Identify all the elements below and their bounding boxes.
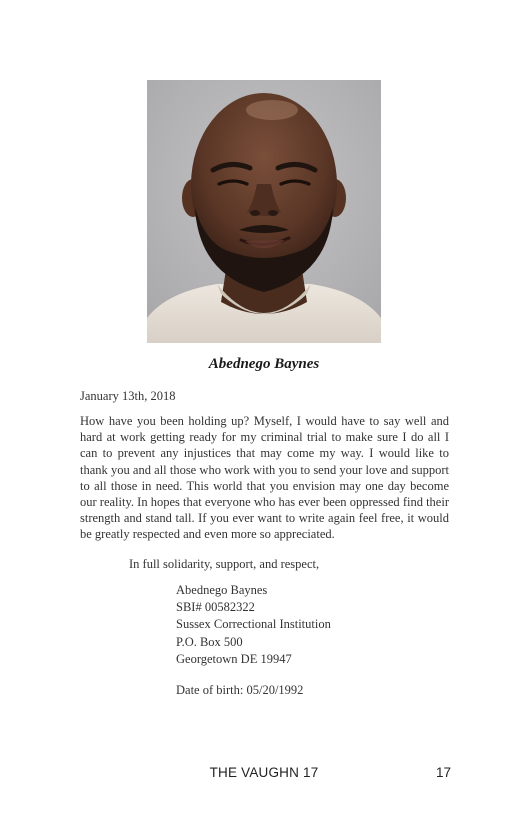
portrait-illustration (147, 80, 381, 343)
address-institution: Sussex Correctional Institution (176, 617, 331, 632)
address-city-state-zip: Georgetown DE 19947 (176, 651, 292, 666)
address-po-box: P.O. Box 500 (176, 634, 243, 649)
mailing-address-block (176, 582, 331, 699)
letter-closing: In full solidarity, support, and respect, (129, 557, 320, 571)
footer-publication-title: THE VAUGHN 17 (209, 765, 319, 780)
portrait-photo (147, 80, 381, 343)
letter-body: How have you been holding up? Myself, I would have to say well and hard at work getting ready for my criminal trial to make sure I do all I can to prevent any injustices that may come my way. I would like to thank you and all those who work with you to send your love and support to all those in need. This world that you envision may one day become our reality. In hopes that everyone who has ever been oppressed find their strength and stand tall. If you ever want to write again feel free, it would be greatly respected and even more so appreciated. (80, 414, 449, 542)
address-name: Abednego Baynes (176, 583, 268, 597)
date-of-birth: Date of birth: 05/20/1992 (176, 683, 304, 698)
subject-name-heading: Abednego Baynes (208, 356, 320, 372)
footer-page-number: 17 (436, 765, 452, 780)
address-sbi: SBI# 00582322 (176, 600, 255, 615)
letter-date: January 13th, 2018 (80, 389, 176, 403)
address-spacer (176, 668, 331, 682)
